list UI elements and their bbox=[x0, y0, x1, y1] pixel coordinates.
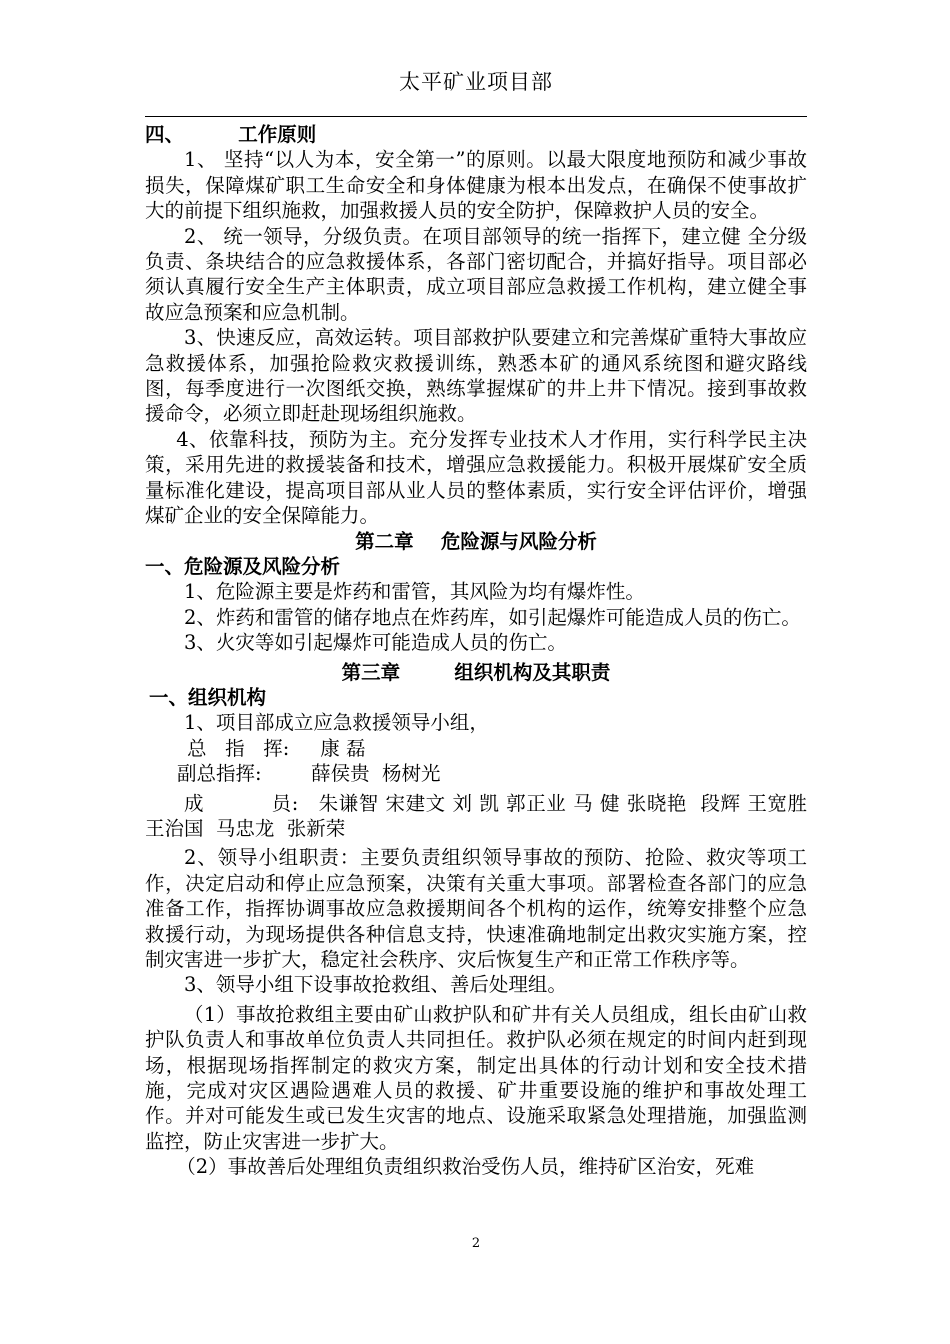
chapter-title-2: 第二章 危险源与风险分析 bbox=[355, 529, 597, 553]
paragraph: 4、依靠科技，预防为主。充分发挥专业技术人才作用，实行科学民主决策，采用先进的救援装备和技术，增强应急救援能力。积极开展煤矿安全质量标准化建设，提高项目部从业人员的整体素质，实行安全评估评价，增强煤矿企业的安全保障能力。 bbox=[145, 427, 807, 528]
section-heading-work-principles: 四、 工作原则 bbox=[145, 123, 317, 146]
section-heading-organization: 一、组织机构 bbox=[149, 685, 267, 709]
chapter-title-3: 第三章 组织机构及其职责 bbox=[341, 660, 611, 684]
paragraph: 1、危险源主要是炸药和雷管，其风险为均有爆炸性。 bbox=[184, 580, 645, 604]
paragraph: （2）事故善后处理组负责组织救治受伤人员，维持矿区治安，死难 bbox=[176, 1155, 755, 1179]
commander-line: 总 指 挥: 康 磊 bbox=[187, 736, 366, 760]
paragraph: 2、炸药和雷管的储存地点在炸药库，如引起爆炸可能造成人员的伤亡。 bbox=[184, 605, 801, 629]
paragraph: 3、快速反应，高效运转。项目部救护队要建立和完善煤矿重特大事故应急救援体系，加强抢险救灾救援训练，熟悉本矿的通风系统图和避灾路线图，每季度进行一次图纸交换，熟练掌握煤矿的井上井下情况。接到事故救援命令，必须立即赶赴现场组织施救。 bbox=[145, 326, 807, 426]
paragraph: 2、领导小组职责：主要负责组织领导事故的预防、抢险、救灾等项工作，决定启动和停止应急预案，决策有关重大事项。部署检查各部门的应急准备工作，指挥协调事故应急救援期间各个机构的运作，统筹安排整个应急救援行动，为现场提供各种信息支持，快速准确地制定出救灾实施方案，控制灾害进一步扩大，稳定社会秩序、灾后恢复生产和正常工作秩序等。 bbox=[145, 846, 807, 971]
paragraph: 1、 坚持“以人为本，安全第一”的原则。以最大限度地预防和减少事故损失，保障煤矿职工生命安全和身体健康为根本出发点，在确保不使事故扩大的前提下组织施救，加强救援人员的安全防护，保障救护人员的安全。 bbox=[145, 148, 807, 223]
header-rule bbox=[145, 116, 807, 117]
paragraph: （1）事故抢救组主要由矿山救护队和矿井有关人员组成，组长由矿山救护队负责人和事故单位负责人共同担任。救护队必须在规定的时间内赶到现场，根据现场指挥制定的救灾方案，制定出具体的行动计划和安全技术措施，完成对灾区遇险遇难人员的救援、矿井重要设施的维护和事故处理工作。并对可能发生或已发生灾害的地点、设施采取紧急处理措施，加强监测监控，防止灾害进一步扩大。 bbox=[145, 1002, 807, 1153]
section-heading-hazards: 一、危险源及风险分析 bbox=[145, 554, 341, 578]
page-header: 太平矿业项目部 bbox=[399, 70, 553, 94]
members-line: 成 员: 朱谦智 宋建文 刘 凯 郭正业 马 健 张晓艳 段辉 王宽胜 王治国 马忠龙 张新荣 bbox=[145, 791, 814, 840]
page-number: 2 bbox=[471, 1236, 481, 1251]
document-body bbox=[145, 122, 814, 1180]
paragraph: 3、领导小组下设事故抢救组、善后处理组。 bbox=[184, 973, 567, 997]
deputy-line: 副总指挥: 薛侯贵 杨树光 bbox=[177, 762, 441, 786]
paragraph: 1、项目部成立应急救援领导小组， bbox=[184, 711, 489, 735]
paragraph: 3、火灾等如引起爆炸可能造成人员的伤亡。 bbox=[184, 631, 567, 655]
paragraph: 2、 统一领导，分级负责。在项目部领导的统一指挥下，建立健 全分级负责、条块结合的应急救援体系，各部门密切配合，并搞好指导。项目部必须认真履行安全生产主体职责，成立项目部应急救援工作机构，建立健全事故应急预案和应急机制。 bbox=[145, 224, 807, 324]
